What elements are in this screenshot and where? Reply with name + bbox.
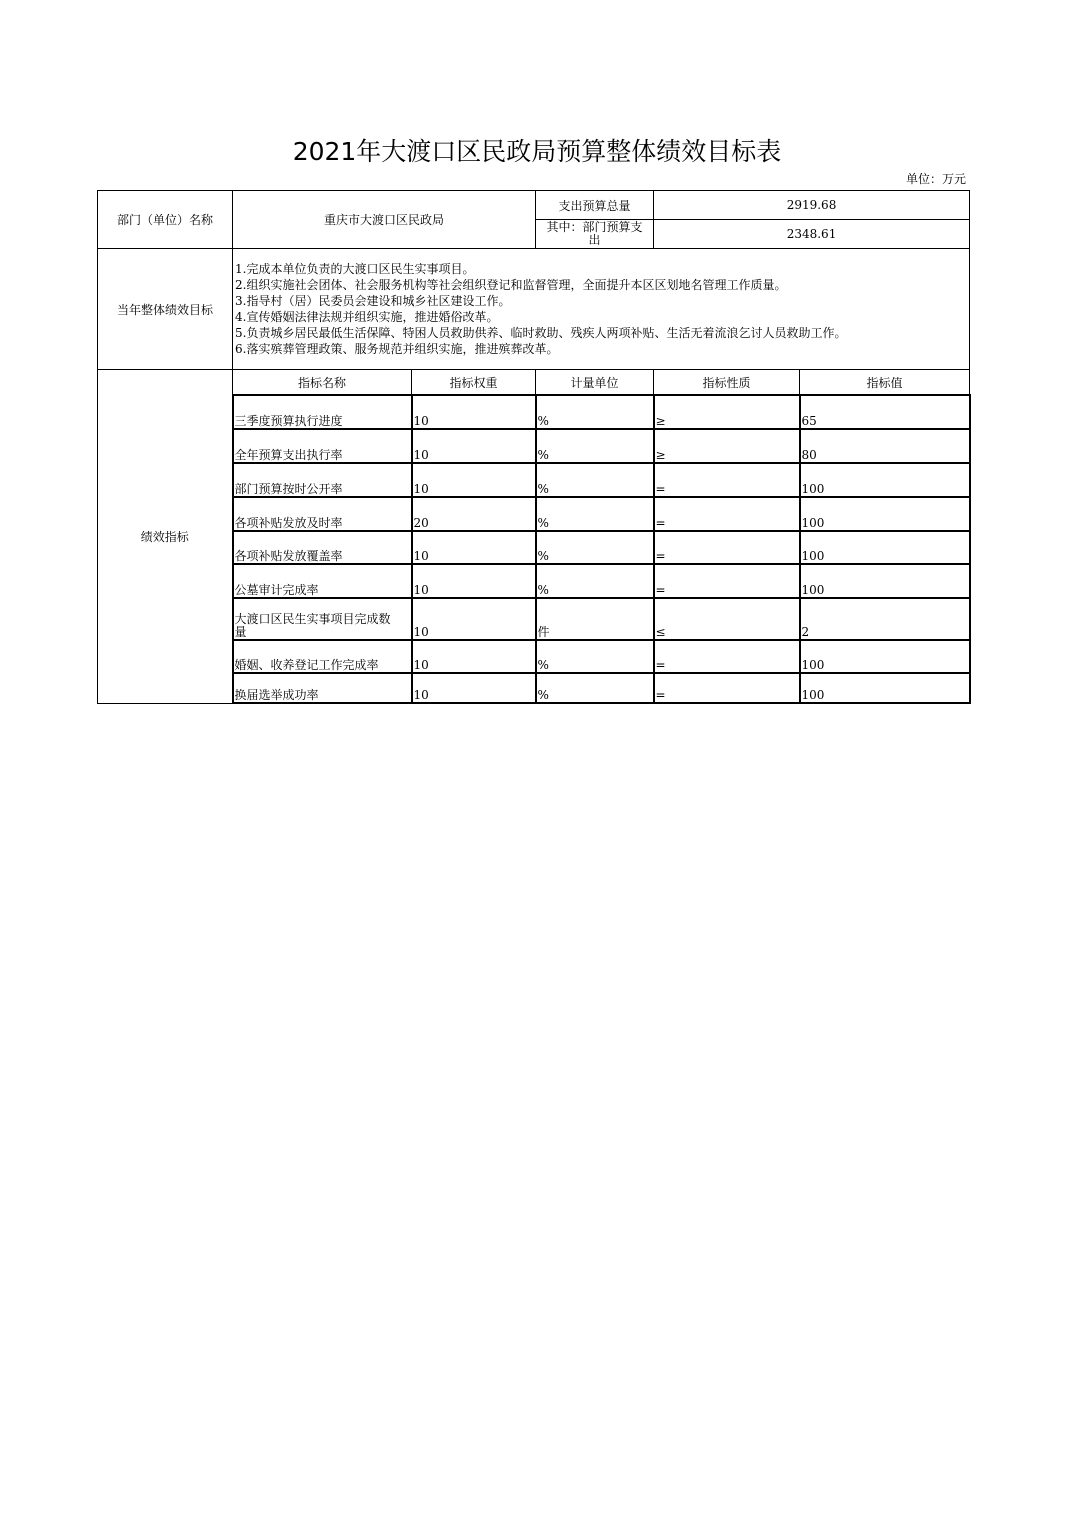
indicator-nature: = <box>654 497 800 531</box>
indicator-weight: 10 <box>412 673 536 703</box>
indicator-unit: % <box>536 673 654 703</box>
indicator-weight: 10 <box>412 429 536 463</box>
performance-table <box>97 190 971 704</box>
indicator-nature: = <box>654 640 800 673</box>
indicator-nature: = <box>654 564 800 598</box>
indicator-unit: % <box>536 395 654 429</box>
indicator-name: 各项补贴发放覆盖率 <box>233 531 412 564</box>
page-title: 2021年大渡口区民政局预算整体绩效目标表 <box>292 137 782 166</box>
indicator-nature: = <box>654 463 800 497</box>
indicator-unit: % <box>536 531 654 564</box>
goal-line: 6.落实殡葬管理政策、服务规范并组织实施，推进殡葬改革。 <box>235 342 559 356</box>
dept-budget-label <box>536 220 654 249</box>
header-value: 指标值 <box>800 370 970 396</box>
goals-content <box>233 249 970 370</box>
goal-line: 2.组织实施社会团体、社会服务机构等社会组织登记和监督管理，全面提升本区区划地名管理工作质量。 <box>235 278 787 292</box>
indicator-weight: 10 <box>412 463 536 497</box>
indicator-weight: 10 <box>412 640 536 673</box>
indicator-weight: 10 <box>412 564 536 598</box>
indicator-nature: = <box>654 531 800 564</box>
indicator-weight: 10 <box>412 598 536 640</box>
indicator-value: 65 <box>800 395 970 429</box>
indicator-unit: % <box>536 564 654 598</box>
indicator-name-line1: 大渡口区民生实事项目完成数 <box>234 612 391 626</box>
goal-line: 5.负责城乡居民最低生活保障、特困人员救助供养、临时救助、残疾人两项补贴、生活无着流浪乞讨人员救助工作。 <box>235 326 847 340</box>
unit-note: 单位：万元 <box>905 172 966 186</box>
header-indicator-name: 指标名称 <box>233 370 412 396</box>
indicator-value: 100 <box>800 463 970 497</box>
indicator-name: 公墓审计完成率 <box>233 564 412 598</box>
indicator-weight: 20 <box>412 497 536 531</box>
indicator-value: 100 <box>800 531 970 564</box>
indicator-value: 100 <box>800 497 970 531</box>
header-indicator-weight: 指标权重 <box>412 370 536 396</box>
indicator-name: 各项补贴发放及时率 <box>233 497 412 531</box>
indicator-unit: 件 <box>536 598 654 640</box>
indicator-name: 换届选举成功率 <box>233 673 412 703</box>
indicator-nature: ≥ <box>654 429 800 463</box>
dept-budget-value: 2348.61 <box>654 220 970 249</box>
header-unit: 计量单位 <box>536 370 654 396</box>
indicator-nature: = <box>654 673 800 703</box>
indicator-value: 80 <box>800 429 970 463</box>
indicator-value: 2 <box>800 598 970 640</box>
indicator-name: 婚姻、收养登记工作完成率 <box>233 640 412 673</box>
dept-budget-label-line1: 其中：部门预算支 <box>546 220 643 234</box>
indicator-unit: % <box>536 429 654 463</box>
indicator-unit: % <box>536 463 654 497</box>
indicator-value: 100 <box>800 564 970 598</box>
indicator-unit: % <box>536 497 654 531</box>
header-nature: 指标性质 <box>654 370 800 396</box>
indicator-value: 100 <box>800 640 970 673</box>
indicator-name: 三季度预算执行进度 <box>233 395 412 429</box>
goal-line: 4.宣传婚姻法律法规并组织实施，推进婚俗改革。 <box>235 310 499 324</box>
indicator-name-line2: 量 <box>234 625 247 639</box>
indicators-label: 绩效指标 <box>98 370 233 704</box>
indicator-name: 部门预算按时公开率 <box>233 463 412 497</box>
budget-total-label: 支出预算总量 <box>536 191 654 220</box>
dept-name-label: 部门（单位）名称 <box>98 191 233 249</box>
indicator-nature: ≤ <box>654 598 800 640</box>
indicator-unit: % <box>536 640 654 673</box>
dept-budget-label-line2: 出 <box>588 233 601 247</box>
goals-label: 当年整体绩效目标 <box>98 249 233 370</box>
dept-name-value: 重庆市大渡口区民政局 <box>233 191 536 249</box>
indicator-weight: 10 <box>412 531 536 564</box>
budget-total-value: 2919.68 <box>654 191 970 220</box>
indicator-value: 100 <box>800 673 970 703</box>
indicator-weight: 10 <box>412 395 536 429</box>
indicator-nature: ≥ <box>654 395 800 429</box>
indicator-name <box>233 598 412 640</box>
indicator-name: 全年预算支出执行率 <box>233 429 412 463</box>
goal-line: 1.完成本单位负责的大渡口区民生实事项目。 <box>235 262 475 276</box>
goal-line: 3.指导村（居）民委员会建设和城乡社区建设工作。 <box>235 294 511 308</box>
